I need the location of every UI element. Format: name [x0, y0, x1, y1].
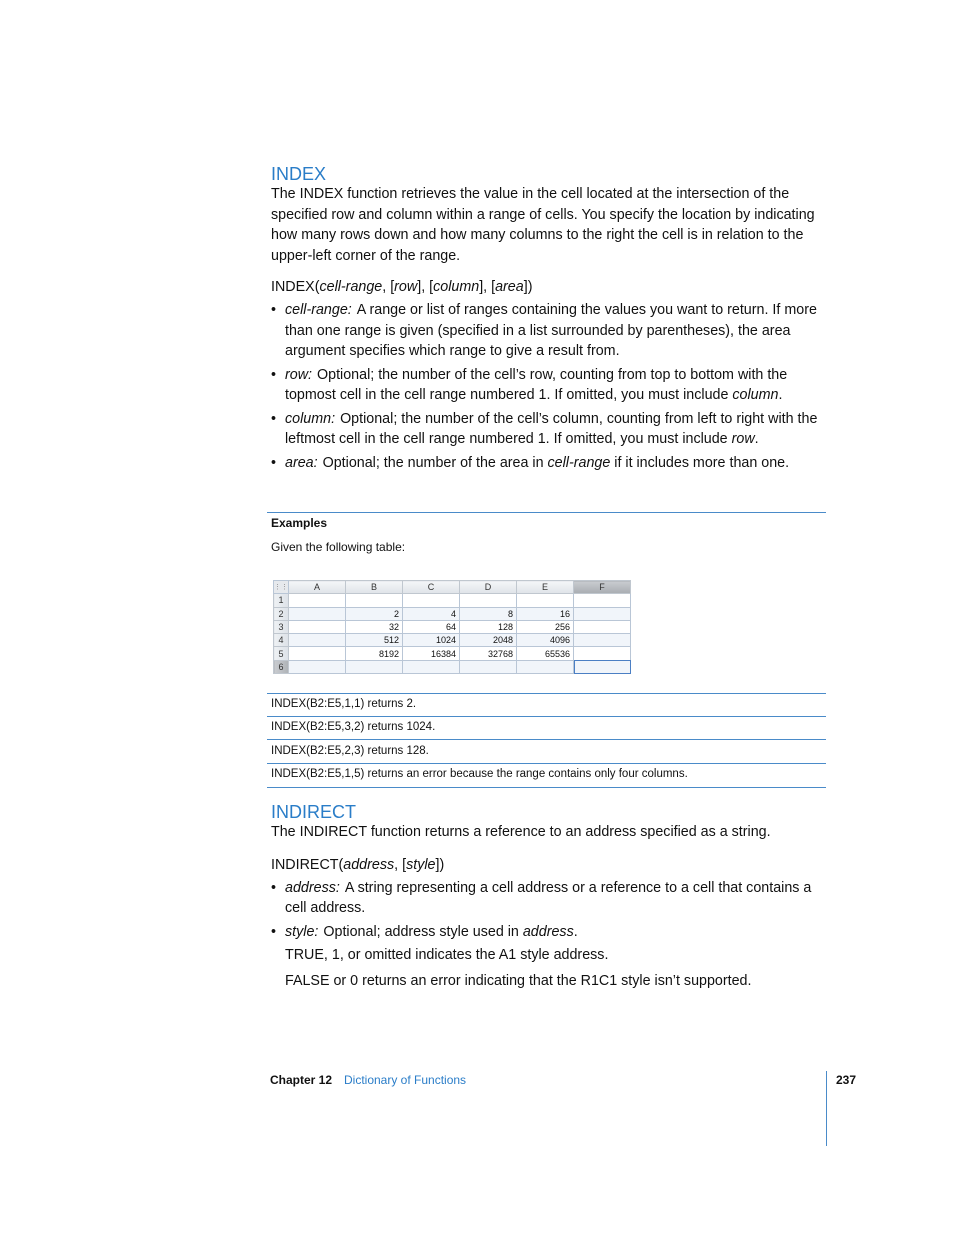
table-cell[interactable]: 65536 [517, 647, 574, 660]
examples-top-rule [267, 512, 826, 513]
examples-rule [267, 716, 826, 717]
table-cell[interactable]: 32 [346, 620, 403, 633]
style-note: FALSE or 0 returns an error indicating that the R1C1 style isn’t supported. [285, 972, 752, 989]
indirect-section [271, 802, 826, 991]
table-cell[interactable]: 16384 [403, 647, 460, 660]
examples-rule [267, 739, 826, 740]
table-cell[interactable]: 4096 [517, 634, 574, 647]
syntax-fn: INDEX [271, 279, 315, 295]
footer-section-link[interactable]: Dictionary of Functions [344, 1073, 467, 1087]
indirect-syntax: INDIRECT(address, [style]) [271, 856, 445, 873]
column-header[interactable]: D [460, 581, 517, 594]
table-cell[interactable] [517, 660, 574, 673]
table-cell[interactable]: 8192 [346, 647, 403, 660]
table-cell[interactable] [574, 647, 631, 660]
table-cell[interactable]: 1024 [403, 634, 460, 647]
syntax-fn: INDIRECT [271, 856, 339, 873]
list-item: • address: A string representing a cell address or a reference to a cell that contains a cell address. [271, 879, 812, 916]
table-cell[interactable]: 16 [517, 607, 574, 620]
table-cell[interactable]: 64 [403, 620, 460, 633]
column-header[interactable]: C [403, 581, 460, 594]
list-item: • cell-range: A range or list of ranges containing the values you want to return. If more than one range is given (specified in a list surrounded by parentheses), the area argument specifies which range to give a result from. [271, 302, 817, 359]
table-cell[interactable]: 8 [460, 607, 517, 620]
example-result: INDEX(B2:E5,1,1) returns 2. [271, 698, 417, 710]
table-cell[interactable]: 2 [346, 607, 403, 620]
index-section [271, 164, 826, 476]
table-cell[interactable] [289, 647, 346, 660]
list-item: • column: Optional; the number of the cell’s column, counting from left to right with the leftmost cell in the cell range numbered 1. If omitted, you must include row. [271, 410, 818, 447]
example-result: INDEX(B2:E5,2,3) returns 128. [271, 745, 429, 757]
row-header-selected[interactable]: 6 [274, 660, 289, 673]
example-spreadsheet [273, 580, 639, 680]
list-item: • style: Optional; address style used in address. [271, 923, 578, 940]
list-item: • area: Optional; the number of the area in cell-range if it includes more than one. [271, 454, 790, 471]
table-cell[interactable]: 2048 [460, 634, 517, 647]
examples-rule [267, 763, 826, 764]
index-description: The INDEX function retrieves the value in the cell located at the intersection of the specified row and column within a range of cells. You specify the location by indicating how many rows down and how many columns to the right the cell is in relation to the upper-left corner of the range. [271, 186, 815, 264]
page-number: 237 [836, 1073, 857, 1087]
style-note: TRUE, 1, or omitted indicates the A1 style address. [285, 947, 609, 963]
indirect-argument-list [271, 878, 826, 943]
table-cell[interactable] [574, 594, 631, 607]
table-cell[interactable] [289, 660, 346, 673]
column-header[interactable]: A [289, 581, 346, 594]
table-cell[interactable] [346, 594, 403, 607]
column-header[interactable]: E [517, 581, 574, 594]
index-argument-list [271, 300, 826, 473]
table-cell[interactable] [574, 620, 631, 633]
table-cell[interactable] [460, 660, 517, 673]
spreadsheet-table [273, 580, 631, 674]
corner-handle[interactable]: ⋮⋮ [274, 581, 289, 594]
row-header[interactable]: 1 [274, 594, 289, 607]
table-cell[interactable]: 32768 [460, 647, 517, 660]
table-cell[interactable] [289, 607, 346, 620]
table-cell[interactable]: 256 [517, 620, 574, 633]
examples-rule [267, 787, 826, 788]
footer-divider [826, 1071, 827, 1146]
indirect-description: The INDIRECT function returns a reference to an address specified as a string. [271, 824, 771, 840]
index-syntax: INDEX(cell-range, [row], [column], [area]) [271, 279, 533, 295]
table-cell[interactable]: 128 [460, 620, 517, 633]
table-cell[interactable] [403, 660, 460, 673]
list-item: • row: Optional; the number of the cell’s row, counting from top to bottom with the topmost cell in the cell range numbered 1. If omitted, you must include column. [271, 366, 788, 403]
selected-cell[interactable] [574, 660, 631, 673]
row-header[interactable]: 4 [274, 634, 289, 647]
table-cell[interactable] [460, 594, 517, 607]
table-cell[interactable] [574, 634, 631, 647]
examples-intro: Given the following table: [271, 540, 406, 554]
row-header[interactable]: 5 [274, 647, 289, 660]
example-result: INDEX(B2:E5,1,5) returns an error because the range contains only four columns. [271, 768, 688, 780]
row-header[interactable]: 2 [274, 607, 289, 620]
examples-rule [267, 693, 826, 694]
example-result: INDEX(B2:E5,3,2) returns 1024. [271, 721, 436, 733]
indirect-heading: INDIRECT [271, 802, 356, 822]
table-cell[interactable] [403, 594, 460, 607]
footer-chapter: Chapter 12 [270, 1073, 333, 1087]
column-header[interactable]: B [346, 581, 403, 594]
table-cell[interactable] [289, 620, 346, 633]
row-header[interactable]: 3 [274, 620, 289, 633]
index-heading: INDEX [271, 164, 327, 184]
table-cell[interactable] [346, 660, 403, 673]
column-header-selected[interactable]: F [574, 581, 631, 594]
table-cell[interactable] [517, 594, 574, 607]
table-cell[interactable]: 512 [346, 634, 403, 647]
table-cell[interactable] [289, 634, 346, 647]
table-cell[interactable] [574, 607, 631, 620]
examples-heading: Examples [271, 516, 328, 530]
table-cell[interactable] [289, 594, 346, 607]
table-cell[interactable]: 4 [403, 607, 460, 620]
